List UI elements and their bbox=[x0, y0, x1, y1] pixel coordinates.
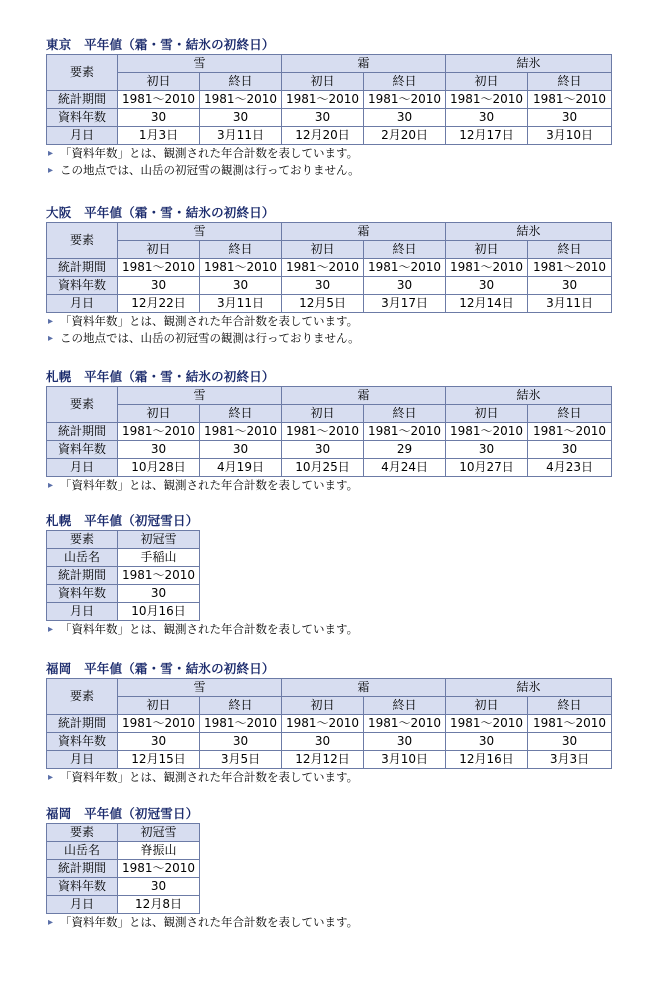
period-label: 統計期間 bbox=[47, 259, 118, 277]
years-cell: 30 bbox=[528, 733, 612, 751]
period-cell: 1981～2010 bbox=[364, 259, 446, 277]
arrow-right-icon: ▸ bbox=[48, 148, 54, 159]
mountain-label: 山岳名 bbox=[47, 549, 118, 567]
date-cell: 12月20日 bbox=[282, 127, 364, 145]
date-cell: 12月16日 bbox=[446, 751, 528, 769]
normals-table bbox=[46, 222, 612, 313]
years-cell: 30 bbox=[446, 277, 528, 295]
frost-first-header: 初日 bbox=[282, 405, 364, 423]
date-cell: 3月11日 bbox=[528, 295, 612, 313]
arrow-right-icon: ▸ bbox=[48, 624, 54, 635]
period-cell: 1981～2010 bbox=[282, 259, 364, 277]
years-cell: 30 bbox=[200, 441, 282, 459]
first-snow-peak-header: 初冠雪 bbox=[118, 824, 200, 842]
fukuoka-peak-section bbox=[46, 805, 358, 931]
date-cell: 2月20日 bbox=[364, 127, 446, 145]
element-header: 要素 bbox=[47, 824, 118, 842]
period-cell: 1981～2010 bbox=[446, 91, 528, 109]
ice-header: 結氷 bbox=[446, 387, 612, 405]
note-text: 「資料年数」とは、観測された年合計数を表しています。 bbox=[60, 146, 359, 160]
period-cell: 1981～2010 bbox=[446, 423, 528, 441]
years-cell: 30 bbox=[118, 277, 200, 295]
arrow-right-icon: ▸ bbox=[48, 480, 54, 491]
date-cell: 12月22日 bbox=[118, 295, 200, 313]
years-cell: 30 bbox=[446, 733, 528, 751]
notes bbox=[46, 769, 612, 786]
period-cell: 1981～2010 bbox=[528, 715, 612, 733]
note bbox=[46, 145, 612, 162]
snow-last-header: 終日 bbox=[200, 697, 282, 715]
date-cell: 4月19日 bbox=[200, 459, 282, 477]
date-label: 月日 bbox=[47, 603, 118, 621]
frost-last-header: 終日 bbox=[364, 405, 446, 423]
snow-header: 雪 bbox=[118, 55, 282, 73]
years-row bbox=[47, 277, 612, 295]
note bbox=[46, 313, 612, 330]
years-cell: 30 bbox=[364, 733, 446, 751]
period-cell: 1981～2010 bbox=[528, 423, 612, 441]
years-label: 資料年数 bbox=[47, 277, 118, 295]
date-cell: 3月17日 bbox=[364, 295, 446, 313]
arrow-right-icon: ▸ bbox=[48, 165, 54, 176]
frost-header: 霜 bbox=[282, 387, 446, 405]
snow-first-header: 初日 bbox=[118, 73, 200, 91]
notes bbox=[46, 621, 358, 638]
fukuoka-section bbox=[46, 660, 612, 786]
arrow-right-icon: ▸ bbox=[48, 333, 54, 344]
note bbox=[46, 162, 612, 179]
snow-last-header: 終日 bbox=[200, 73, 282, 91]
note-text: 「資料年数」とは、観測された年合計数を表しています。 bbox=[60, 478, 359, 492]
date-row bbox=[47, 459, 612, 477]
normals-table bbox=[46, 386, 612, 477]
period-cell: 1981～2010 bbox=[200, 715, 282, 733]
arrow-right-icon: ▸ bbox=[48, 316, 54, 327]
years-cell: 30 bbox=[446, 109, 528, 127]
notes bbox=[46, 477, 612, 494]
period-cell: 1981～2010 bbox=[446, 715, 528, 733]
years-cell: 30 bbox=[282, 109, 364, 127]
period-cell: 1981～2010 bbox=[200, 259, 282, 277]
period-cell: 1981～2010 bbox=[364, 91, 446, 109]
years-row bbox=[47, 733, 612, 751]
years-label: 資料年数 bbox=[47, 878, 118, 896]
period-label: 統計期間 bbox=[47, 91, 118, 109]
snow-last-header: 終日 bbox=[200, 405, 282, 423]
peak-table bbox=[46, 823, 200, 914]
note bbox=[46, 330, 612, 347]
period-row bbox=[47, 259, 612, 277]
date-cell: 10月25日 bbox=[282, 459, 364, 477]
note bbox=[46, 621, 358, 638]
date-cell: 10月16日 bbox=[118, 603, 200, 621]
years-cell: 30 bbox=[282, 441, 364, 459]
date-cell: 3月3日 bbox=[528, 751, 612, 769]
years-label: 資料年数 bbox=[47, 585, 118, 603]
mountain-label: 山岳名 bbox=[47, 842, 118, 860]
ice-first-header: 初日 bbox=[446, 241, 528, 259]
ice-first-header: 初日 bbox=[446, 405, 528, 423]
element-header: 要素 bbox=[47, 387, 118, 423]
years-row bbox=[47, 109, 612, 127]
period-cell: 1981～2010 bbox=[118, 91, 200, 109]
period-label: 統計期間 bbox=[47, 567, 118, 585]
arrow-right-icon: ▸ bbox=[48, 917, 54, 928]
frost-header: 霜 bbox=[282, 223, 446, 241]
date-cell: 3月10日 bbox=[364, 751, 446, 769]
osaka-section bbox=[46, 204, 612, 347]
years-cell: 30 bbox=[118, 585, 200, 603]
note bbox=[46, 477, 612, 494]
period-cell: 1981～2010 bbox=[282, 91, 364, 109]
note-text: 「資料年数」とは、観測された年合計数を表しています。 bbox=[60, 622, 359, 636]
note-text: 「資料年数」とは、観測された年合計数を表しています。 bbox=[60, 314, 359, 328]
years-label: 資料年数 bbox=[47, 733, 118, 751]
snow-first-header: 初日 bbox=[118, 697, 200, 715]
first-snow-peak-header: 初冠雪 bbox=[118, 531, 200, 549]
date-cell: 10月27日 bbox=[446, 459, 528, 477]
years-cell: 30 bbox=[200, 733, 282, 751]
date-cell: 12月8日 bbox=[118, 896, 200, 914]
tokyo-section bbox=[46, 36, 612, 179]
years-cell: 30 bbox=[118, 878, 200, 896]
note-text: 「資料年数」とは、観測された年合計数を表しています。 bbox=[60, 915, 359, 929]
date-cell: 12月12日 bbox=[282, 751, 364, 769]
period-row bbox=[47, 715, 612, 733]
element-header: 要素 bbox=[47, 55, 118, 91]
years-cell: 30 bbox=[282, 733, 364, 751]
period-row bbox=[47, 91, 612, 109]
ice-header: 結氷 bbox=[446, 223, 612, 241]
date-cell: 3月5日 bbox=[200, 751, 282, 769]
period-row bbox=[47, 423, 612, 441]
frost-first-header: 初日 bbox=[282, 697, 364, 715]
mountain-cell: 手稲山 bbox=[118, 549, 200, 567]
period-cell: 1981～2010 bbox=[364, 715, 446, 733]
date-label: 月日 bbox=[47, 127, 118, 145]
notes bbox=[46, 313, 612, 347]
period-cell: 1981～2010 bbox=[528, 259, 612, 277]
years-cell: 30 bbox=[118, 441, 200, 459]
section-title: 福岡 平年値（霜・雪・結氷の初終日） bbox=[46, 661, 275, 676]
date-label: 月日 bbox=[47, 896, 118, 914]
peak-table bbox=[46, 530, 200, 621]
frost-last-header: 終日 bbox=[364, 241, 446, 259]
note bbox=[46, 769, 612, 786]
date-cell: 12月17日 bbox=[446, 127, 528, 145]
date-cell: 1月3日 bbox=[118, 127, 200, 145]
years-cell: 30 bbox=[528, 277, 612, 295]
period-label: 統計期間 bbox=[47, 423, 118, 441]
period-cell: 1981～2010 bbox=[200, 91, 282, 109]
period-label: 統計期間 bbox=[47, 715, 118, 733]
snow-first-header: 初日 bbox=[118, 241, 200, 259]
date-cell: 4月24日 bbox=[364, 459, 446, 477]
frost-header: 霜 bbox=[282, 55, 446, 73]
frost-header: 霜 bbox=[282, 679, 446, 697]
snow-header: 雪 bbox=[118, 679, 282, 697]
years-cell: 30 bbox=[118, 733, 200, 751]
period-cell: 1981～2010 bbox=[282, 715, 364, 733]
date-label: 月日 bbox=[47, 295, 118, 313]
years-label: 資料年数 bbox=[47, 109, 118, 127]
date-cell: 3月10日 bbox=[528, 127, 612, 145]
date-cell: 12月15日 bbox=[118, 751, 200, 769]
period-cell: 1981～2010 bbox=[200, 423, 282, 441]
ice-header: 結氷 bbox=[446, 679, 612, 697]
note-text: 「資料年数」とは、観測された年合計数を表しています。 bbox=[60, 770, 359, 784]
normals-table bbox=[46, 678, 612, 769]
note bbox=[46, 914, 358, 931]
note-text: この地点では、山岳の初冠雪の観測は行っておりません。 bbox=[60, 331, 360, 345]
ice-first-header: 初日 bbox=[446, 73, 528, 91]
section-title: 大阪 平年値（霜・雪・結氷の初終日） bbox=[46, 205, 275, 220]
period-cell: 1981～2010 bbox=[118, 567, 200, 585]
years-cell: 30 bbox=[282, 277, 364, 295]
frost-first-header: 初日 bbox=[282, 241, 364, 259]
ice-last-header: 終日 bbox=[528, 241, 612, 259]
frost-first-header: 初日 bbox=[282, 73, 364, 91]
date-cell: 12月14日 bbox=[446, 295, 528, 313]
years-cell: 30 bbox=[528, 441, 612, 459]
years-cell: 29 bbox=[364, 441, 446, 459]
period-cell: 1981～2010 bbox=[118, 715, 200, 733]
years-cell: 30 bbox=[200, 109, 282, 127]
ice-header: 結氷 bbox=[446, 55, 612, 73]
sapporo-section bbox=[46, 368, 612, 494]
snow-first-header: 初日 bbox=[118, 405, 200, 423]
date-cell: 3月11日 bbox=[200, 127, 282, 145]
arrow-right-icon: ▸ bbox=[48, 772, 54, 783]
period-cell: 1981～2010 bbox=[118, 259, 200, 277]
years-cell: 30 bbox=[200, 277, 282, 295]
period-cell: 1981～2010 bbox=[282, 423, 364, 441]
period-cell: 1981～2010 bbox=[118, 423, 200, 441]
date-cell: 12月5日 bbox=[282, 295, 364, 313]
ice-last-header: 終日 bbox=[528, 73, 612, 91]
years-cell: 30 bbox=[364, 277, 446, 295]
section-title: 福岡 平年値（初冠雪日） bbox=[46, 806, 199, 821]
ice-first-header: 初日 bbox=[446, 697, 528, 715]
date-row bbox=[47, 295, 612, 313]
date-label: 月日 bbox=[47, 751, 118, 769]
date-row bbox=[47, 751, 612, 769]
snow-header: 雪 bbox=[118, 387, 282, 405]
element-header: 要素 bbox=[47, 531, 118, 549]
period-cell: 1981～2010 bbox=[118, 860, 200, 878]
date-row bbox=[47, 127, 612, 145]
years-cell: 30 bbox=[364, 109, 446, 127]
date-label: 月日 bbox=[47, 459, 118, 477]
period-cell: 1981～2010 bbox=[446, 259, 528, 277]
snow-header: 雪 bbox=[118, 223, 282, 241]
date-cell: 4月23日 bbox=[528, 459, 612, 477]
mountain-cell: 脊振山 bbox=[118, 842, 200, 860]
element-header: 要素 bbox=[47, 679, 118, 715]
section-title: 東京 平年値（霜・雪・結氷の初終日） bbox=[46, 37, 275, 52]
years-cell: 30 bbox=[446, 441, 528, 459]
notes bbox=[46, 145, 612, 179]
note-text: この地点では、山岳の初冠雪の観測は行っておりません。 bbox=[60, 163, 360, 177]
section-title: 札幌 平年値（初冠雪日） bbox=[46, 513, 199, 528]
frost-last-header: 終日 bbox=[364, 697, 446, 715]
date-cell: 10月28日 bbox=[118, 459, 200, 477]
section-title: 札幌 平年値（霜・雪・結氷の初終日） bbox=[46, 369, 275, 384]
snow-last-header: 終日 bbox=[200, 241, 282, 259]
years-cell: 30 bbox=[118, 109, 200, 127]
period-label: 統計期間 bbox=[47, 860, 118, 878]
period-cell: 1981～2010 bbox=[364, 423, 446, 441]
normals-table bbox=[46, 54, 612, 145]
ice-last-header: 終日 bbox=[528, 697, 612, 715]
sapporo-peak-section bbox=[46, 512, 358, 638]
years-cell: 30 bbox=[528, 109, 612, 127]
ice-last-header: 終日 bbox=[528, 405, 612, 423]
years-label: 資料年数 bbox=[47, 441, 118, 459]
element-header: 要素 bbox=[47, 223, 118, 259]
years-row bbox=[47, 441, 612, 459]
date-cell: 3月11日 bbox=[200, 295, 282, 313]
period-cell: 1981～2010 bbox=[528, 91, 612, 109]
notes bbox=[46, 914, 358, 931]
frost-last-header: 終日 bbox=[364, 73, 446, 91]
